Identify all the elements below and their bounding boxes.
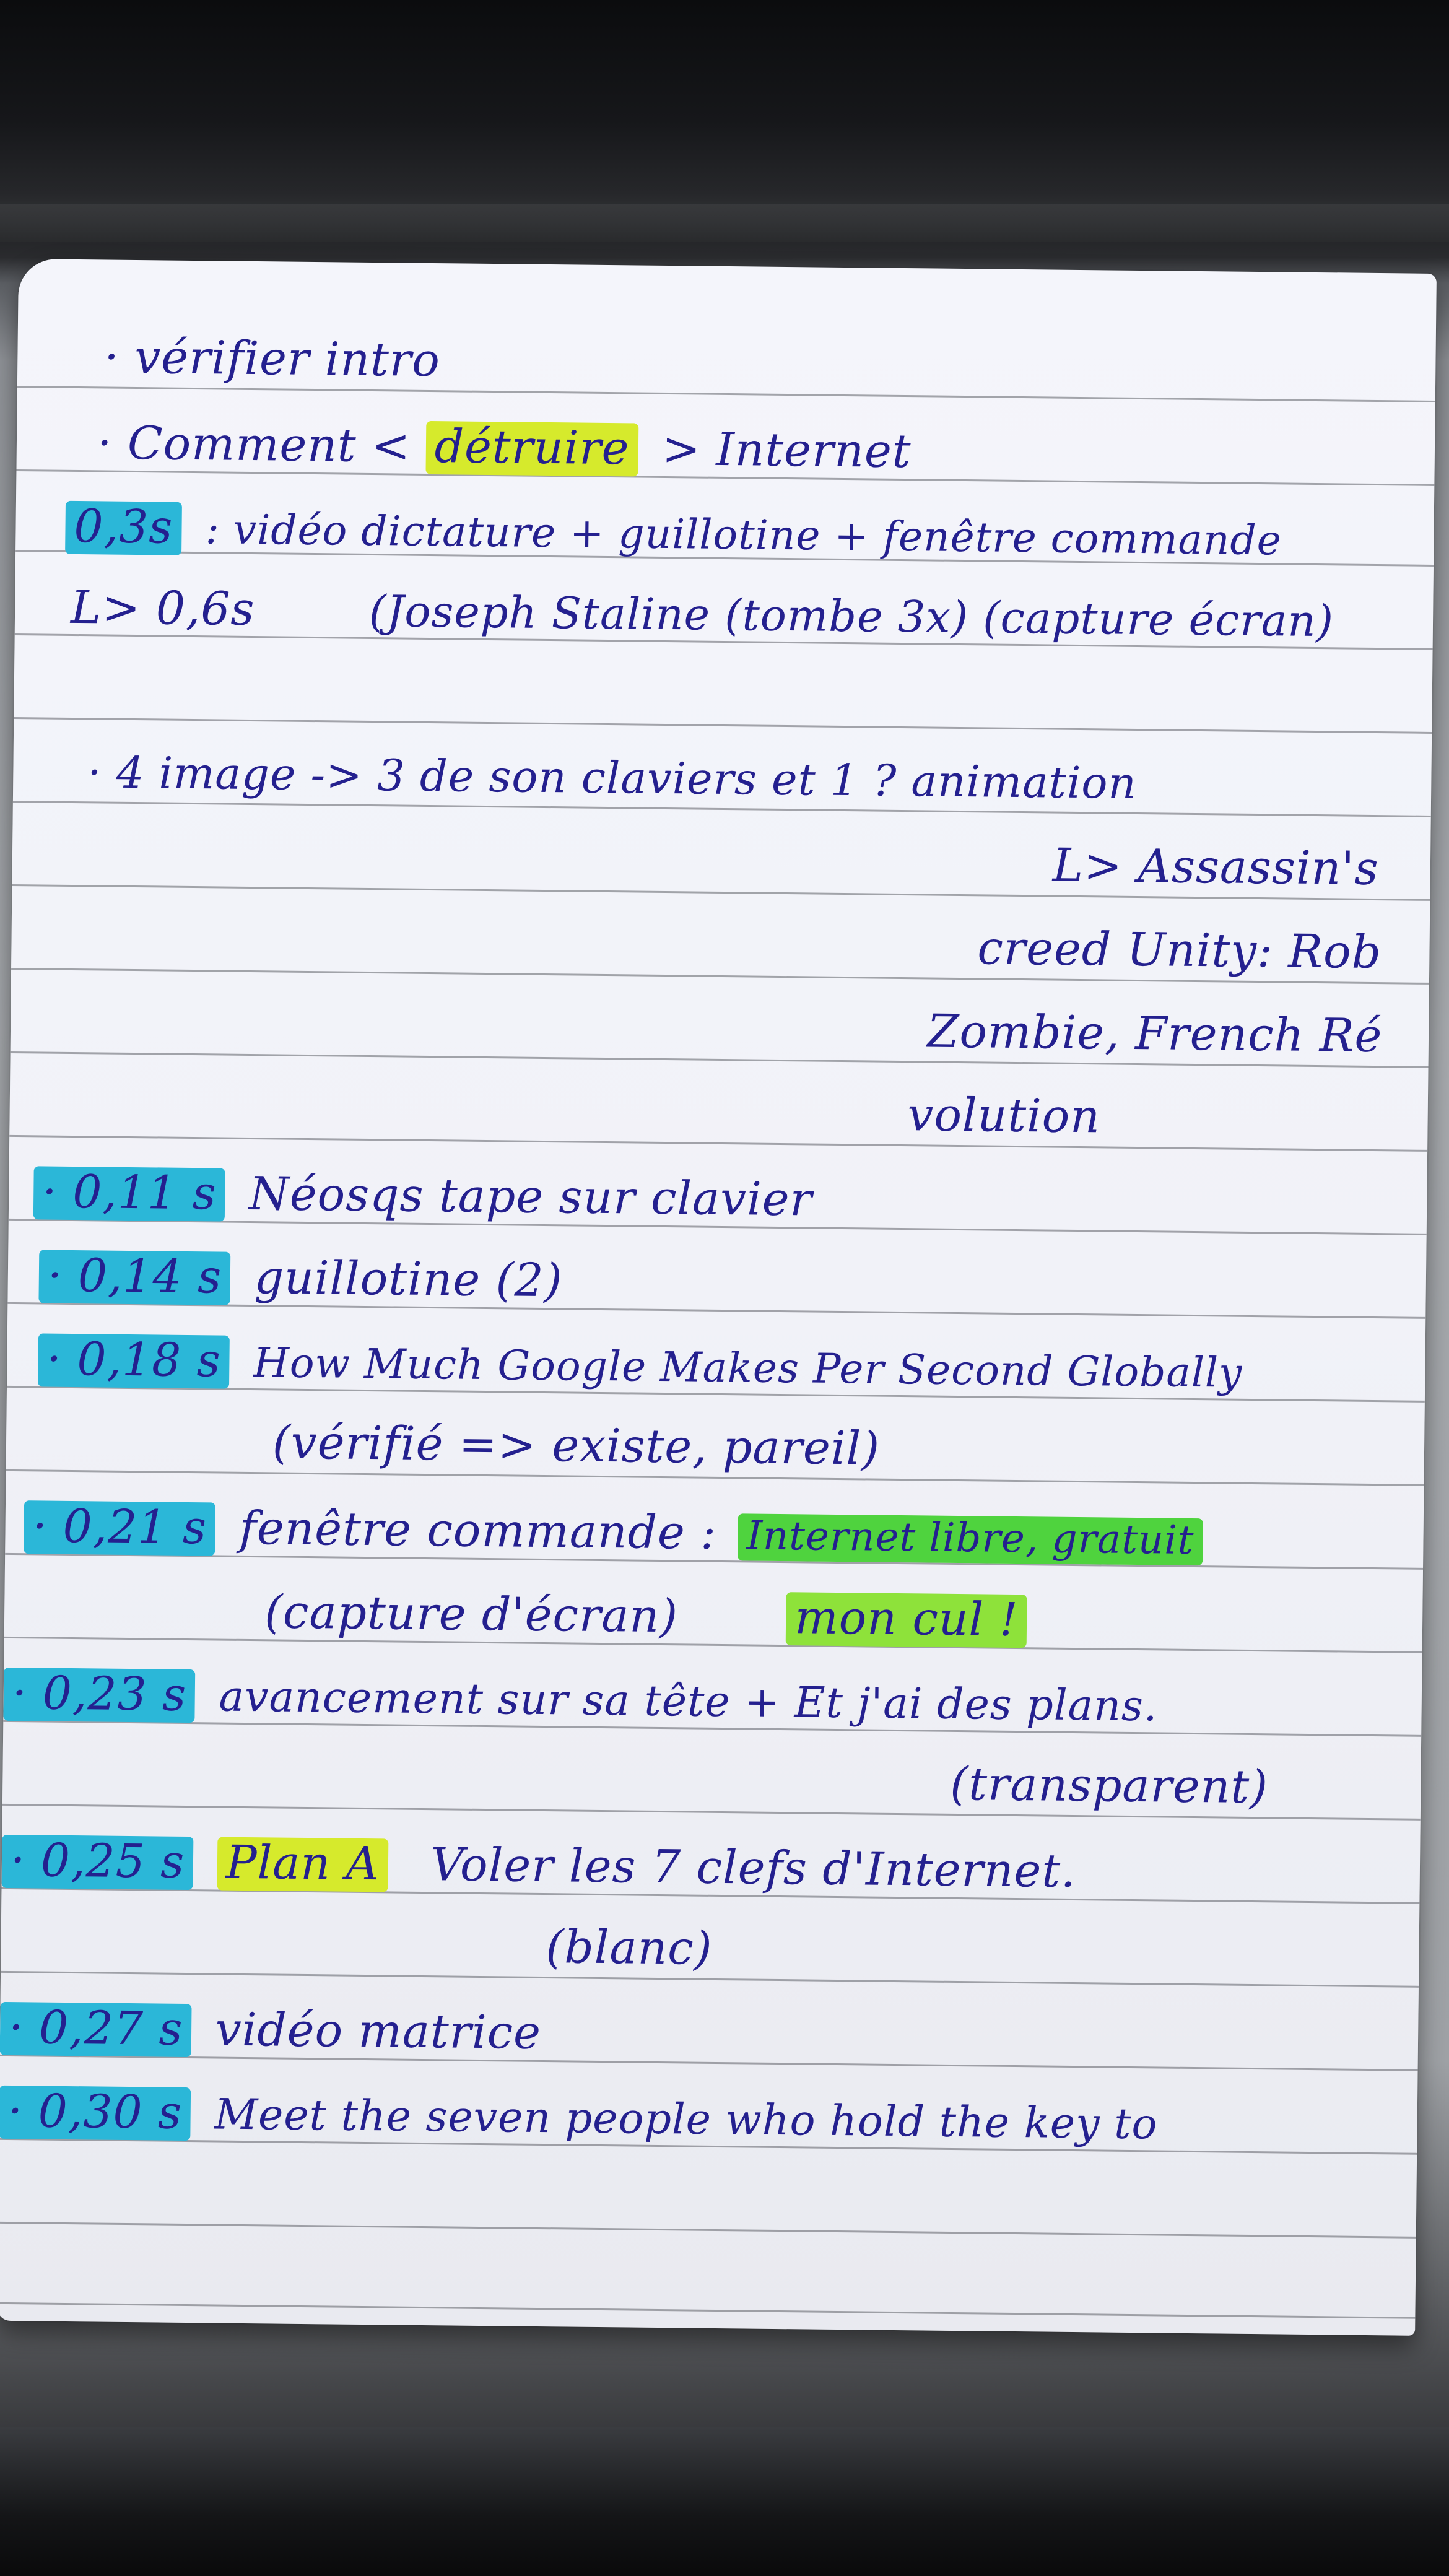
note-text: : vidéo dictature + guillotine + fenêtre commande	[205, 505, 1282, 565]
timestamp-highlight: 0,3s	[65, 501, 182, 555]
note-text: L> 0,6s	[70, 580, 255, 637]
plan-a-highlight: Plan A	[217, 1837, 388, 1892]
timestamp-highlight: · 0,18 s	[38, 1333, 230, 1388]
timestamp-highlight: · 0,14 s	[38, 1250, 230, 1305]
note-text: vidéo matrice	[215, 2003, 542, 2060]
paper-rule	[0, 2302, 1415, 2319]
note-line-transparent	[949, 1757, 1269, 1814]
note-line-verifier-intro	[103, 330, 441, 388]
note-line-blanc	[546, 1920, 713, 1975]
note-text: Meet the seven people who hold the key to	[214, 2090, 1158, 2149]
note-line-0-6s	[70, 580, 1334, 647]
note-text: > Internet	[661, 422, 912, 479]
note-text: · Comment <	[97, 416, 411, 473]
timestamp-highlight: · 0,25 s	[2, 1835, 194, 1890]
note-line-0-25s	[2, 1835, 1077, 1899]
note-text: (capture d'écran)	[264, 1585, 679, 1643]
note-text: volution	[907, 1088, 1101, 1144]
note-line-comment-detruire	[97, 417, 911, 479]
note-text: guillotine (2)	[254, 1251, 563, 1308]
note-text: (Joseph Staline (tombe 3x) (capture écran)	[368, 585, 1334, 647]
note-line-zombie	[926, 1004, 1383, 1063]
yellow-highlight: détruire	[425, 421, 638, 477]
green-highlight: mon cul !	[786, 1592, 1027, 1648]
note-text: (blanc)	[546, 1920, 713, 1975]
paper-rule	[14, 717, 1432, 734]
note-line-capture-ecran	[264, 1586, 1036, 1648]
desk-top-edge	[0, 0, 1449, 242]
note-text: avancement sur sa tête + Et j'ai des plans.	[219, 1672, 1158, 1731]
note-line-0-11s	[33, 1166, 813, 1227]
timestamp-highlight: · 0,11 s	[33, 1166, 225, 1221]
green-highlight: Internet libre, gratuit	[738, 1513, 1203, 1565]
note-line-verifie	[272, 1416, 881, 1476]
note-text: fenêtre commande :	[239, 1501, 717, 1560]
note-text: (transparent)	[949, 1757, 1269, 1814]
note-text: L> Assassin's	[1052, 838, 1380, 896]
note-line-assassins	[1052, 838, 1380, 896]
note-line-volution	[907, 1088, 1101, 1144]
timestamp-highlight: · 0,23 s	[3, 1668, 195, 1723]
paper-rule	[9, 1135, 1427, 1152]
timestamp-highlight: · 0,30 s	[0, 2086, 191, 2141]
note-line-0-27s	[0, 2002, 541, 2061]
note-text: Néosqs tape sur clavier	[248, 1167, 813, 1227]
note-text: · 4 image -> 3 de son claviers et 1 ? animation	[87, 747, 1137, 809]
note-text: Zombie, French Ré	[926, 1004, 1383, 1063]
note-text: · vérifier intro	[103, 330, 441, 388]
note-line-0-14s	[38, 1250, 562, 1308]
note-line-creed-unity	[977, 921, 1382, 980]
note-text: creed Unity: Rob	[977, 921, 1382, 980]
paper-rule	[17, 386, 1435, 402]
note-line-0-3s	[65, 501, 1282, 567]
desk-bottom-edge	[0, 2427, 1449, 2576]
lined-paper-sheet	[0, 259, 1437, 2336]
note-text: Voler les 7 clefs d'Internet.	[430, 1838, 1077, 1899]
timestamp-highlight: · 0,27 s	[0, 2002, 192, 2057]
timestamp-highlight: · 0,21 s	[24, 1500, 215, 1556]
note-text: (vérifié => existe, pareil)	[272, 1416, 881, 1476]
note-text: How Much Google Makes Per Second Globally	[253, 1339, 1243, 1397]
note-line-4-image	[87, 747, 1137, 809]
paper-rule	[0, 2222, 1416, 2239]
